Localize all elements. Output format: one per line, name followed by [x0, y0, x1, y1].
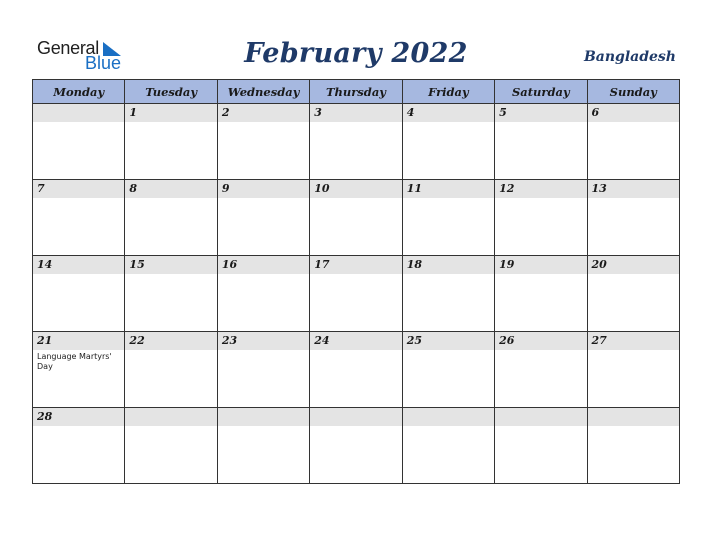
- day-number: [218, 408, 309, 426]
- weekday-header: Tuesday: [125, 80, 217, 104]
- logo-text-blue: Blue: [85, 53, 122, 73]
- day-number: 8: [125, 180, 216, 198]
- day-cell[interactable]: [402, 104, 494, 180]
- day-number: 22: [125, 332, 216, 350]
- week-row: [33, 104, 680, 180]
- day-number: 23: [218, 332, 309, 350]
- day-cell[interactable]: [402, 180, 494, 256]
- day-number: [495, 408, 586, 426]
- week-row: [33, 332, 680, 408]
- day-cell[interactable]: [310, 256, 402, 332]
- day-number: 1: [125, 104, 216, 122]
- day-number: 11: [403, 180, 494, 198]
- week-row: [33, 256, 680, 332]
- day-cell[interactable]: [310, 104, 402, 180]
- day-number: [33, 104, 124, 122]
- day-number: 6: [588, 104, 679, 122]
- country-label: Bangladesh: [583, 49, 676, 65]
- day-number: [310, 408, 401, 426]
- day-cell[interactable]: [402, 256, 494, 332]
- day-number: 16: [218, 256, 309, 274]
- calendar-grid: [32, 79, 680, 484]
- day-cell[interactable]: [495, 256, 587, 332]
- day-cell[interactable]: [495, 408, 587, 484]
- weekday-header: Friday: [402, 80, 494, 104]
- day-number: 24: [310, 332, 401, 350]
- day-cell[interactable]: [587, 332, 679, 408]
- weekday-header: Thursday: [310, 80, 402, 104]
- day-number: 3: [310, 104, 401, 122]
- day-cell[interactable]: [310, 180, 402, 256]
- holiday-label: Language Martyrs' Day: [37, 352, 112, 371]
- day-cell[interactable]: [217, 332, 309, 408]
- day-number: 2: [218, 104, 309, 122]
- day-cell[interactable]: [125, 332, 217, 408]
- day-cell[interactable]: [217, 256, 309, 332]
- calendar-body: [33, 104, 680, 484]
- day-cell[interactable]: [587, 408, 679, 484]
- day-cell[interactable]: [125, 408, 217, 484]
- day-number: 7: [33, 180, 124, 198]
- day-number: 12: [495, 180, 586, 198]
- day-number: 25: [403, 332, 494, 350]
- day-cell[interactable]: [495, 332, 587, 408]
- day-number: 15: [125, 256, 216, 274]
- day-cell[interactable]: [33, 332, 125, 408]
- day-cell[interactable]: [33, 180, 125, 256]
- day-cell[interactable]: [125, 256, 217, 332]
- day-number: 5: [495, 104, 586, 122]
- day-number: [588, 408, 679, 426]
- day-cell[interactable]: [587, 180, 679, 256]
- day-cell[interactable]: [402, 408, 494, 484]
- day-cell[interactable]: [33, 256, 125, 332]
- day-number: 20: [588, 256, 679, 274]
- weekday-header: Saturday: [495, 80, 587, 104]
- day-cell[interactable]: [217, 180, 309, 256]
- weekday-header-row: [33, 80, 680, 104]
- day-number: 10: [310, 180, 401, 198]
- day-cell[interactable]: [217, 104, 309, 180]
- day-cell[interactable]: [310, 332, 402, 408]
- day-cell[interactable]: [217, 408, 309, 484]
- calendar-title: February 2022: [244, 38, 468, 69]
- weekday-header: Sunday: [587, 80, 679, 104]
- day-cell[interactable]: [587, 104, 679, 180]
- day-number: 17: [310, 256, 401, 274]
- day-number: 9: [218, 180, 309, 198]
- day-number: 19: [495, 256, 586, 274]
- day-cell[interactable]: [33, 408, 125, 484]
- day-cell[interactable]: [125, 104, 217, 180]
- day-number: 4: [403, 104, 494, 122]
- day-number: [403, 408, 494, 426]
- day-number: 26: [495, 332, 586, 350]
- day-number: 28: [33, 408, 124, 426]
- weekday-header: Monday: [33, 80, 125, 104]
- day-cell[interactable]: [587, 256, 679, 332]
- week-row: [33, 408, 680, 484]
- day-number: 14: [33, 256, 124, 274]
- day-number: 13: [588, 180, 679, 198]
- day-number: [125, 408, 216, 426]
- day-number: 21: [33, 332, 124, 350]
- day-cell[interactable]: [125, 180, 217, 256]
- day-cell[interactable]: [495, 104, 587, 180]
- day-cell[interactable]: [495, 180, 587, 256]
- day-cell[interactable]: [402, 332, 494, 408]
- day-number: 27: [588, 332, 679, 350]
- logo-text-general: General: [37, 38, 99, 58]
- day-cell[interactable]: [33, 104, 125, 180]
- day-number: 18: [403, 256, 494, 274]
- day-cell[interactable]: [310, 408, 402, 484]
- weekday-header: Wednesday: [217, 80, 309, 104]
- week-row: [33, 180, 680, 256]
